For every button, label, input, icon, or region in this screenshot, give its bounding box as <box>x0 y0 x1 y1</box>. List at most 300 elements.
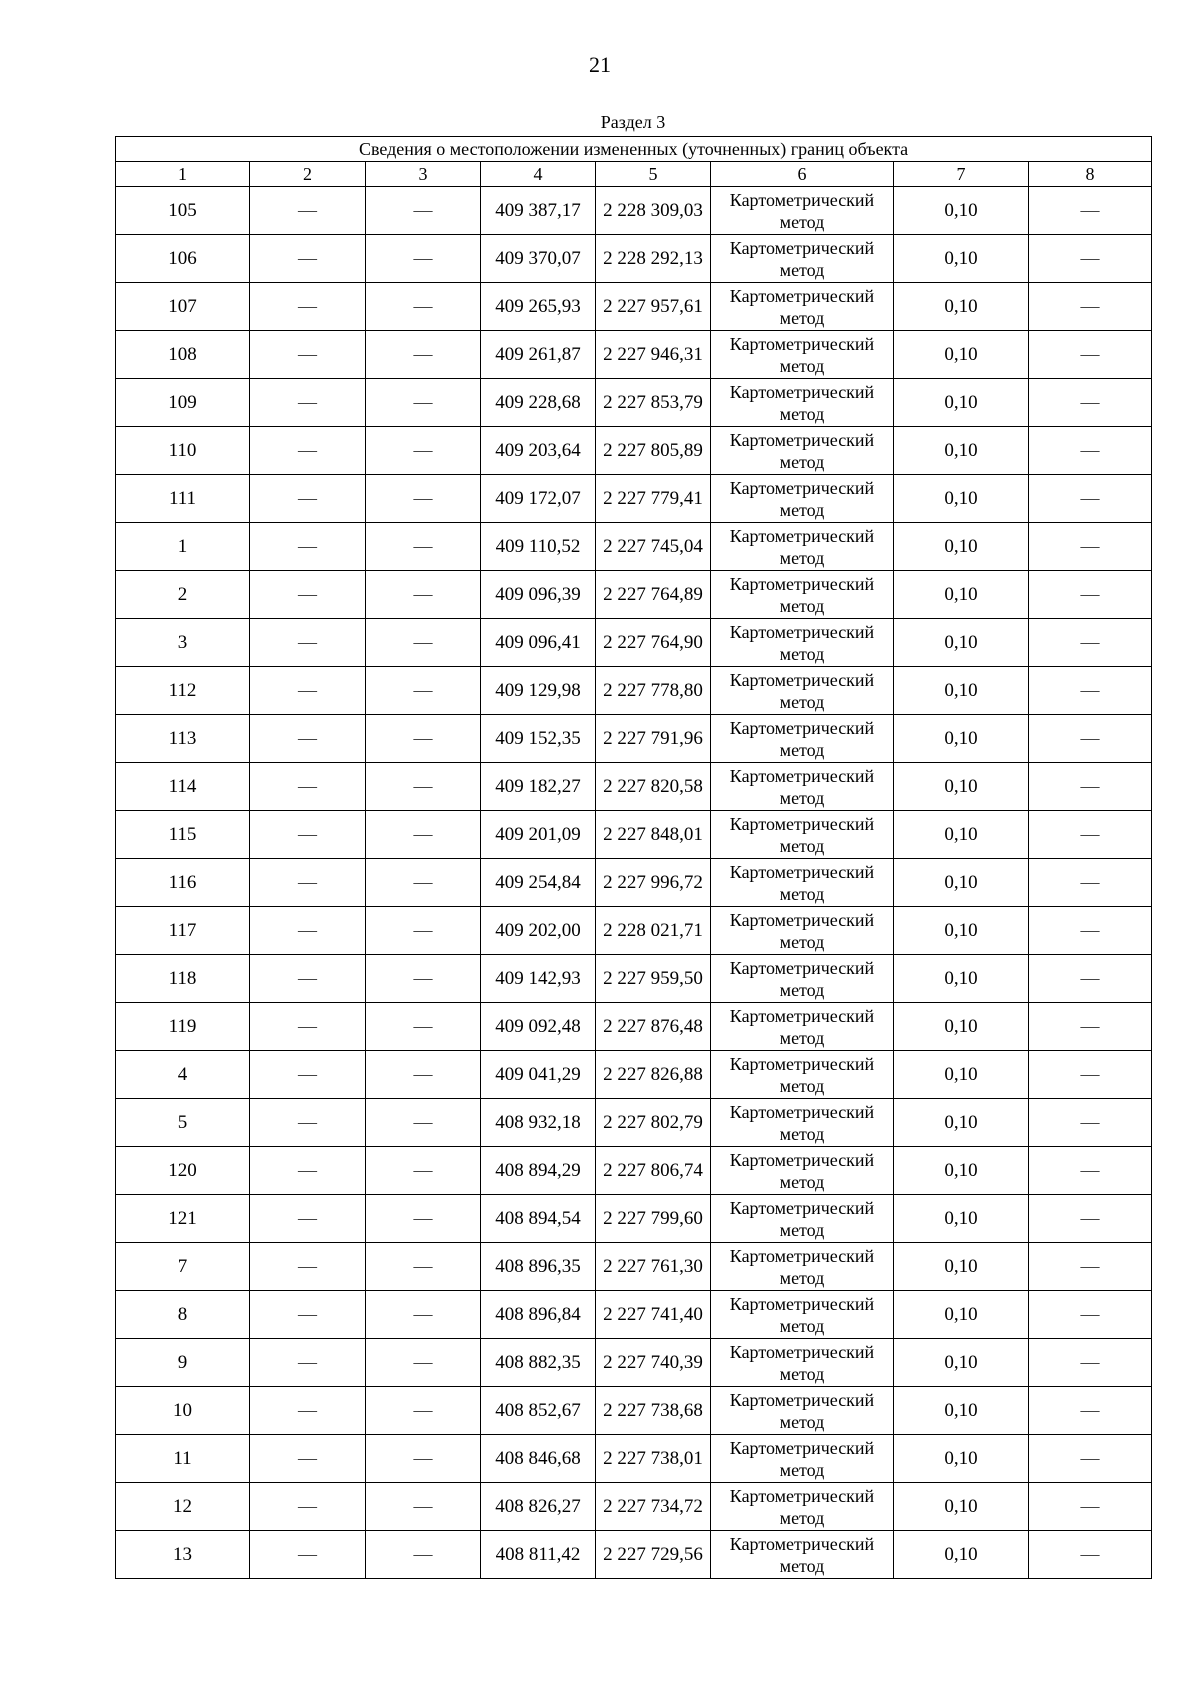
point-number-cell: 5 <box>116 1099 250 1147</box>
table-row <box>116 571 1152 619</box>
point-number-cell: 13 <box>116 1531 250 1579</box>
table-row <box>116 523 1152 571</box>
old-x-cell: — <box>250 571 366 619</box>
old-x-cell: — <box>250 667 366 715</box>
point-number-cell: 109 <box>116 379 250 427</box>
old-y-cell: — <box>366 1195 481 1243</box>
description-cell: — <box>1029 235 1152 283</box>
point-number-cell: 3 <box>116 619 250 667</box>
old-x-cell: — <box>250 1291 366 1339</box>
method-line-1: Картометрический <box>729 1149 875 1170</box>
column-header: 6 <box>711 162 894 187</box>
method-line-2: метод <box>779 547 825 568</box>
old-y-cell: — <box>366 1435 481 1483</box>
new-y-cell: 2 227 957,61 <box>596 283 711 331</box>
new-y-cell: 2 227 946,31 <box>596 331 711 379</box>
old-y-cell: — <box>366 907 481 955</box>
accuracy-cell: 0,10 <box>894 475 1029 523</box>
method-line-2: метод <box>779 1027 825 1048</box>
new-y-cell: 2 227 761,30 <box>596 1243 711 1291</box>
old-y-cell: — <box>366 1243 481 1291</box>
point-number-cell: 111 <box>116 475 250 523</box>
accuracy-cell: 0,10 <box>894 1483 1029 1531</box>
old-x-cell: — <box>250 1483 366 1531</box>
point-number-cell: 112 <box>116 667 250 715</box>
table-row <box>116 619 1152 667</box>
method-line-2: метод <box>779 1171 825 1192</box>
point-number-cell: 118 <box>116 955 250 1003</box>
old-x-cell: — <box>250 715 366 763</box>
method-line-2: метод <box>779 595 825 616</box>
new-y-cell: 2 227 764,89 <box>596 571 711 619</box>
new-y-cell: 2 227 778,80 <box>596 667 711 715</box>
old-x-cell: — <box>250 811 366 859</box>
method-line-1: Картометрический <box>729 1053 875 1074</box>
accuracy-cell: 0,10 <box>894 571 1029 619</box>
new-y-cell: 2 227 779,41 <box>596 475 711 523</box>
accuracy-cell: 0,10 <box>894 187 1029 235</box>
method-cell <box>711 283 894 331</box>
description-cell: — <box>1029 859 1152 907</box>
column-header: 4 <box>481 162 596 187</box>
new-y-cell: 2 227 745,04 <box>596 523 711 571</box>
method-line-2: метод <box>779 451 825 472</box>
description-cell: — <box>1029 907 1152 955</box>
method-line-1: Картометрический <box>729 429 875 450</box>
new-y-cell: 2 227 740,39 <box>596 1339 711 1387</box>
new-x-cell: 408 896,35 <box>481 1243 596 1291</box>
accuracy-cell: 0,10 <box>894 1195 1029 1243</box>
old-y-cell: — <box>366 427 481 475</box>
accuracy-cell: 0,10 <box>894 763 1029 811</box>
accuracy-cell: 0,10 <box>894 1531 1029 1579</box>
method-line-1: Картометрический <box>729 1437 875 1458</box>
table-body <box>116 187 1152 1579</box>
accuracy-cell: 0,10 <box>894 1435 1029 1483</box>
new-x-cell: 409 254,84 <box>481 859 596 907</box>
method-line-1: Картометрический <box>729 1389 875 1410</box>
new-y-cell: 2 228 292,13 <box>596 235 711 283</box>
description-cell: — <box>1029 1243 1152 1291</box>
method-cell <box>711 523 894 571</box>
accuracy-cell: 0,10 <box>894 379 1029 427</box>
method-line-1: Картометрический <box>729 909 875 930</box>
column-header: 3 <box>366 162 481 187</box>
description-cell: — <box>1029 1003 1152 1051</box>
new-x-cell: 409 265,93 <box>481 283 596 331</box>
old-y-cell: — <box>366 667 481 715</box>
old-y-cell: — <box>366 331 481 379</box>
new-x-cell: 409 041,29 <box>481 1051 596 1099</box>
table-row <box>116 1051 1152 1099</box>
method-line-1: Картометрический <box>729 765 875 786</box>
method-line-2: метод <box>779 1315 825 1336</box>
new-x-cell: 409 152,35 <box>481 715 596 763</box>
description-cell: — <box>1029 427 1152 475</box>
method-line-1: Картометрический <box>729 717 875 738</box>
table-row <box>116 763 1152 811</box>
new-x-cell: 409 110,52 <box>481 523 596 571</box>
table-row <box>116 235 1152 283</box>
method-line-1: Картометрический <box>729 861 875 882</box>
accuracy-cell: 0,10 <box>894 523 1029 571</box>
method-line-2: метод <box>779 739 825 760</box>
point-number-cell: 7 <box>116 1243 250 1291</box>
method-line-1: Картометрический <box>729 621 875 642</box>
description-cell: — <box>1029 1387 1152 1435</box>
table-row <box>116 667 1152 715</box>
table-row <box>116 427 1152 475</box>
new-y-cell: 2 227 791,96 <box>596 715 711 763</box>
new-x-cell: 409 129,98 <box>481 667 596 715</box>
section-title: Раздел 3 <box>600 112 666 132</box>
point-number-cell: 106 <box>116 235 250 283</box>
new-x-cell: 409 096,39 <box>481 571 596 619</box>
method-line-2: метод <box>779 643 825 664</box>
accuracy-cell: 0,10 <box>894 1051 1029 1099</box>
old-x-cell: — <box>250 523 366 571</box>
description-cell: — <box>1029 619 1152 667</box>
point-number-cell: 110 <box>116 427 250 475</box>
new-x-cell: 408 811,42 <box>481 1531 596 1579</box>
column-header: 5 <box>596 162 711 187</box>
old-x-cell: — <box>250 427 366 475</box>
new-x-cell: 409 096,41 <box>481 619 596 667</box>
new-y-cell: 2 227 729,56 <box>596 1531 711 1579</box>
method-line-1: Картометрический <box>729 1101 875 1122</box>
method-cell <box>711 763 894 811</box>
method-line-2: метод <box>779 307 825 328</box>
new-x-cell: 409 172,07 <box>481 475 596 523</box>
method-line-2: метод <box>779 1411 825 1432</box>
accuracy-cell: 0,10 <box>894 283 1029 331</box>
new-y-cell: 2 227 741,40 <box>596 1291 711 1339</box>
new-y-cell: 2 227 876,48 <box>596 1003 711 1051</box>
new-y-cell: 2 227 848,01 <box>596 811 711 859</box>
old-y-cell: — <box>366 1147 481 1195</box>
table-row <box>116 1483 1152 1531</box>
description-cell: — <box>1029 1051 1152 1099</box>
method-line-2: метод <box>779 355 825 376</box>
table-row <box>116 1435 1152 1483</box>
old-x-cell: — <box>250 235 366 283</box>
accuracy-cell: 0,10 <box>894 1147 1029 1195</box>
new-y-cell: 2 227 802,79 <box>596 1099 711 1147</box>
old-x-cell: — <box>250 1099 366 1147</box>
description-cell: — <box>1029 475 1152 523</box>
new-y-cell: 2 227 764,90 <box>596 619 711 667</box>
method-line-2: метод <box>779 1219 825 1240</box>
method-line-1: Картометрический <box>729 1245 875 1266</box>
table-row <box>116 1387 1152 1435</box>
old-y-cell: — <box>366 955 481 1003</box>
description-cell: — <box>1029 187 1152 235</box>
old-y-cell: — <box>366 1099 481 1147</box>
point-number-cell: 119 <box>116 1003 250 1051</box>
method-line-2: метод <box>779 691 825 712</box>
column-header: 1 <box>116 162 250 187</box>
new-x-cell: 409 202,00 <box>481 907 596 955</box>
point-number-cell: 113 <box>116 715 250 763</box>
new-x-cell: 408 894,29 <box>481 1147 596 1195</box>
point-number-cell: 12 <box>116 1483 250 1531</box>
old-x-cell: — <box>250 1243 366 1291</box>
accuracy-cell: 0,10 <box>894 859 1029 907</box>
old-x-cell: — <box>250 859 366 907</box>
method-line-1: Картометрический <box>729 237 875 258</box>
description-cell: — <box>1029 571 1152 619</box>
description-cell: — <box>1029 379 1152 427</box>
method-line-1: Картометрический <box>729 957 875 978</box>
description-cell: — <box>1029 1531 1152 1579</box>
table-row <box>116 859 1152 907</box>
old-y-cell: — <box>366 571 481 619</box>
old-x-cell: — <box>250 379 366 427</box>
method-line-1: Картометрический <box>729 573 875 594</box>
method-line-2: метод <box>779 1075 825 1096</box>
method-line-1: Картометрический <box>729 285 875 306</box>
method-line-2: метод <box>779 499 825 520</box>
table-row <box>116 1531 1152 1579</box>
description-cell: — <box>1029 955 1152 1003</box>
method-cell <box>711 1243 894 1291</box>
method-cell <box>711 955 894 1003</box>
method-line-1: Картометрический <box>729 669 875 690</box>
old-x-cell: — <box>250 763 366 811</box>
method-line-1: Картометрический <box>729 1293 875 1314</box>
new-y-cell: 2 227 799,60 <box>596 1195 711 1243</box>
old-x-cell: — <box>250 1531 366 1579</box>
method-cell <box>711 235 894 283</box>
table-row <box>116 331 1152 379</box>
old-y-cell: — <box>366 379 481 427</box>
new-x-cell: 408 882,35 <box>481 1339 596 1387</box>
method-line-1: Картометрический <box>729 813 875 834</box>
method-cell <box>711 1531 894 1579</box>
old-y-cell: — <box>366 283 481 331</box>
new-x-cell: 408 846,68 <box>481 1435 596 1483</box>
accuracy-cell: 0,10 <box>894 619 1029 667</box>
old-x-cell: — <box>250 1051 366 1099</box>
old-y-cell: — <box>366 763 481 811</box>
method-line-2: метод <box>779 211 825 232</box>
method-line-2: метод <box>779 403 825 424</box>
table-row <box>116 1147 1152 1195</box>
description-cell: — <box>1029 1195 1152 1243</box>
old-y-cell: — <box>366 859 481 907</box>
old-x-cell: — <box>250 907 366 955</box>
accuracy-cell: 0,10 <box>894 811 1029 859</box>
new-y-cell: 2 227 959,50 <box>596 955 711 1003</box>
new-x-cell: 408 932,18 <box>481 1099 596 1147</box>
accuracy-cell: 0,10 <box>894 1243 1029 1291</box>
table-row <box>116 811 1152 859</box>
table-row <box>116 715 1152 763</box>
column-header-row <box>116 162 1152 187</box>
new-x-cell: 409 142,93 <box>481 955 596 1003</box>
method-line-1: Картометрический <box>729 1485 875 1506</box>
description-cell: — <box>1029 811 1152 859</box>
old-y-cell: — <box>366 1531 481 1579</box>
method-line-1: Картометрический <box>729 1533 875 1554</box>
old-y-cell: — <box>366 235 481 283</box>
description-cell: — <box>1029 1339 1152 1387</box>
point-number-cell: 117 <box>116 907 250 955</box>
point-number-cell: 11 <box>116 1435 250 1483</box>
method-cell <box>711 379 894 427</box>
accuracy-cell: 0,10 <box>894 1003 1029 1051</box>
new-x-cell: 408 894,54 <box>481 1195 596 1243</box>
point-number-cell: 116 <box>116 859 250 907</box>
old-y-cell: — <box>366 1387 481 1435</box>
method-cell <box>711 859 894 907</box>
method-cell <box>711 907 894 955</box>
new-x-cell: 409 228,68 <box>481 379 596 427</box>
method-line-1: Картометрический <box>729 477 875 498</box>
method-cell <box>711 811 894 859</box>
method-cell <box>711 1051 894 1099</box>
description-cell: — <box>1029 1435 1152 1483</box>
new-x-cell: 408 826,27 <box>481 1483 596 1531</box>
method-line-1: Картометрический <box>729 1005 875 1026</box>
accuracy-cell: 0,10 <box>894 331 1029 379</box>
new-y-cell: 2 227 820,58 <box>596 763 711 811</box>
new-x-cell: 409 387,17 <box>481 187 596 235</box>
description-cell: — <box>1029 1483 1152 1531</box>
old-y-cell: — <box>366 523 481 571</box>
new-y-cell: 2 227 806,74 <box>596 1147 711 1195</box>
table-row <box>116 1339 1152 1387</box>
method-line-1: Картометрический <box>729 189 875 210</box>
method-line-2: метод <box>779 931 825 952</box>
table-row <box>116 955 1152 1003</box>
old-x-cell: — <box>250 283 366 331</box>
new-y-cell: 2 227 738,68 <box>596 1387 711 1435</box>
old-y-cell: — <box>366 1051 481 1099</box>
description-cell: — <box>1029 1291 1152 1339</box>
method-cell <box>711 1339 894 1387</box>
method-line-1: Картометрический <box>729 381 875 402</box>
new-x-cell: 409 201,09 <box>481 811 596 859</box>
accuracy-cell: 0,10 <box>894 1099 1029 1147</box>
column-header: 8 <box>1029 162 1152 187</box>
method-cell <box>711 331 894 379</box>
method-cell <box>711 667 894 715</box>
method-line-2: метод <box>779 259 825 280</box>
old-y-cell: — <box>366 1003 481 1051</box>
description-cell: — <box>1029 283 1152 331</box>
description-cell: — <box>1029 1147 1152 1195</box>
table-row <box>116 283 1152 331</box>
old-x-cell: — <box>250 331 366 379</box>
point-number-cell: 4 <box>116 1051 250 1099</box>
point-number-cell: 8 <box>116 1291 250 1339</box>
old-y-cell: — <box>366 475 481 523</box>
description-cell: — <box>1029 1099 1152 1147</box>
method-line-2: метод <box>779 1507 825 1528</box>
new-x-cell: 408 852,67 <box>481 1387 596 1435</box>
old-y-cell: — <box>366 1483 481 1531</box>
table-row <box>116 1195 1152 1243</box>
table-row <box>116 907 1152 955</box>
method-line-2: метод <box>779 1555 825 1576</box>
method-cell <box>711 1387 894 1435</box>
point-number-cell: 107 <box>116 283 250 331</box>
method-cell <box>711 1147 894 1195</box>
table-row <box>116 1243 1152 1291</box>
point-number-cell: 105 <box>116 187 250 235</box>
point-number-cell: 9 <box>116 1339 250 1387</box>
new-y-cell: 2 227 996,72 <box>596 859 711 907</box>
accuracy-cell: 0,10 <box>894 715 1029 763</box>
page-number: 21 <box>589 52 611 77</box>
method-cell <box>711 619 894 667</box>
old-x-cell: — <box>250 955 366 1003</box>
old-x-cell: — <box>250 1003 366 1051</box>
new-y-cell: 2 227 826,88 <box>596 1051 711 1099</box>
accuracy-cell: 0,10 <box>894 1339 1029 1387</box>
column-header: 2 <box>250 162 366 187</box>
old-y-cell: — <box>366 715 481 763</box>
method-cell <box>711 1435 894 1483</box>
old-x-cell: — <box>250 619 366 667</box>
method-line-2: метод <box>779 883 825 904</box>
method-cell <box>711 187 894 235</box>
description-cell: — <box>1029 667 1152 715</box>
table-row <box>116 1291 1152 1339</box>
method-line-2: метод <box>779 1459 825 1480</box>
new-x-cell: 409 182,27 <box>481 763 596 811</box>
point-number-cell: 1 <box>116 523 250 571</box>
method-cell <box>711 1003 894 1051</box>
description-cell: — <box>1029 523 1152 571</box>
new-y-cell: 2 227 805,89 <box>596 427 711 475</box>
table-row <box>116 379 1152 427</box>
method-line-2: метод <box>779 979 825 1000</box>
method-line-1: Картометрический <box>729 333 875 354</box>
method-cell <box>711 1483 894 1531</box>
new-y-cell: 2 228 309,03 <box>596 187 711 235</box>
table-row <box>116 475 1152 523</box>
accuracy-cell: 0,10 <box>894 1387 1029 1435</box>
new-x-cell: 409 203,64 <box>481 427 596 475</box>
table-caption: Сведения о местоположении измененных (уточненных) границ объекта <box>116 137 1152 162</box>
accuracy-cell: 0,10 <box>894 667 1029 715</box>
point-number-cell: 120 <box>116 1147 250 1195</box>
description-cell: — <box>1029 331 1152 379</box>
accuracy-cell: 0,10 <box>894 427 1029 475</box>
old-x-cell: — <box>250 1339 366 1387</box>
method-line-1: Картометрический <box>729 525 875 546</box>
method-line-2: метод <box>779 1123 825 1144</box>
accuracy-cell: 0,10 <box>894 955 1029 1003</box>
point-number-cell: 108 <box>116 331 250 379</box>
method-cell <box>711 1099 894 1147</box>
table-row <box>116 187 1152 235</box>
old-x-cell: — <box>250 1435 366 1483</box>
method-cell <box>711 571 894 619</box>
method-cell <box>711 1195 894 1243</box>
method-line-2: метод <box>779 835 825 856</box>
old-y-cell: — <box>366 1291 481 1339</box>
new-y-cell: 2 227 738,01 <box>596 1435 711 1483</box>
new-y-cell: 2 227 734,72 <box>596 1483 711 1531</box>
method-cell <box>711 1291 894 1339</box>
old-y-cell: — <box>366 811 481 859</box>
old-y-cell: — <box>366 187 481 235</box>
point-number-cell: 10 <box>116 1387 250 1435</box>
new-y-cell: 2 228 021,71 <box>596 907 711 955</box>
